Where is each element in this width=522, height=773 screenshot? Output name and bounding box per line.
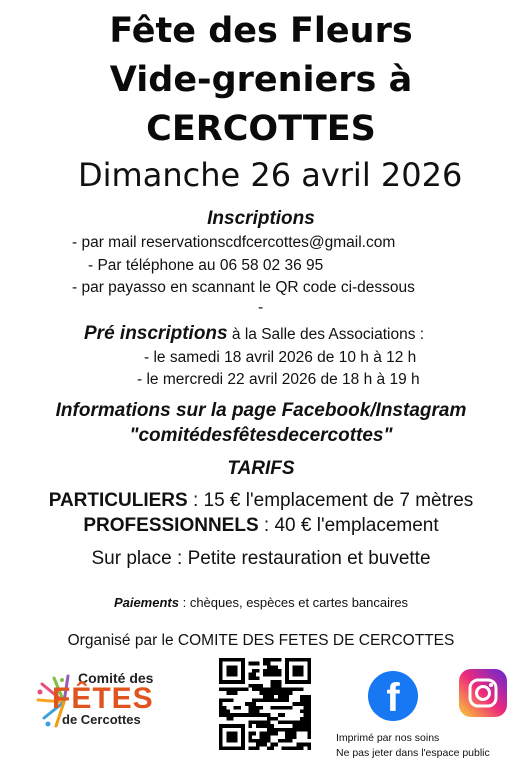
title-line-2: Vide-greniers à [109, 60, 413, 100]
event-date: Dimanche 26 avril 2026 [78, 156, 463, 194]
title-line-3: CERCOTTES [146, 109, 376, 149]
inscription-dash: - [258, 299, 264, 316]
particuliers-label: PARTICULIERS [48, 490, 188, 511]
logo-text-1: Comité des [78, 670, 154, 686]
footer-line-2: Ne pas jeter dans l'espace public [336, 747, 490, 759]
paiements-label: Paiements [113, 595, 179, 610]
tarif-professionnels [0, 514, 522, 538]
qr-code-icon[interactable] [219, 658, 311, 750]
professionnels-text: : 40 € l'emplacement [258, 515, 439, 536]
paiements-line [0, 594, 522, 612]
pre-inscription-date-2: - le mercredi 22 avril 2026 de 18 h à 19 h [137, 371, 420, 388]
instagram-icon[interactable] [459, 669, 507, 717]
tarifs-heading: TARIFS [227, 458, 295, 479]
paiements-text: : chèques, espèces et cartes bancaires [178, 595, 409, 610]
footer-line-1: Imprimé par nos soins [336, 732, 440, 744]
inscription-phone: - Par téléphone au 06 58 02 36 95 [88, 257, 324, 274]
pre-inscriptions-line [84, 322, 424, 346]
logo-text-3: de Cercottes [62, 712, 141, 727]
pre-inscriptions-heading: Pré inscriptions [84, 323, 228, 344]
info-line-1: Informations sur la page Facebook/Instagram [55, 400, 467, 421]
instagram-glyph [459, 669, 507, 717]
inscriptions-heading: Inscriptions [207, 208, 315, 229]
pre-inscription-date-1: - le samedi 18 avril 2026 de 10 h à 12 h [144, 349, 417, 366]
facebook-letter: f [386, 676, 400, 720]
professionnels-label: PROFESSIONNELS [83, 515, 259, 536]
pre-inscriptions-location: à la Salle des Associations : [227, 326, 425, 343]
facebook-icon[interactable] [368, 671, 418, 721]
sur-place: Sur place : Petite restauration et buvette [91, 548, 431, 569]
tarif-particuliers [0, 489, 522, 513]
logo-text-2: FÊTES [52, 682, 154, 715]
title-line-1: Fête des Fleurs [109, 11, 413, 51]
comite-logo [34, 668, 180, 732]
particuliers-text: : 15 € l'emplacement de 7 mètres [187, 490, 474, 511]
organise-par: Organisé par le COMITE DES FETES DE CERCOTTES [67, 632, 455, 649]
inscription-mail: - par mail reservationscdfcercottes@gmail.com [72, 234, 396, 251]
info-line-2: "comitédesfêtesdecercottes" [129, 425, 393, 446]
inscription-payasso: - par payasso en scannant le QR code ci-dessous [72, 279, 415, 296]
